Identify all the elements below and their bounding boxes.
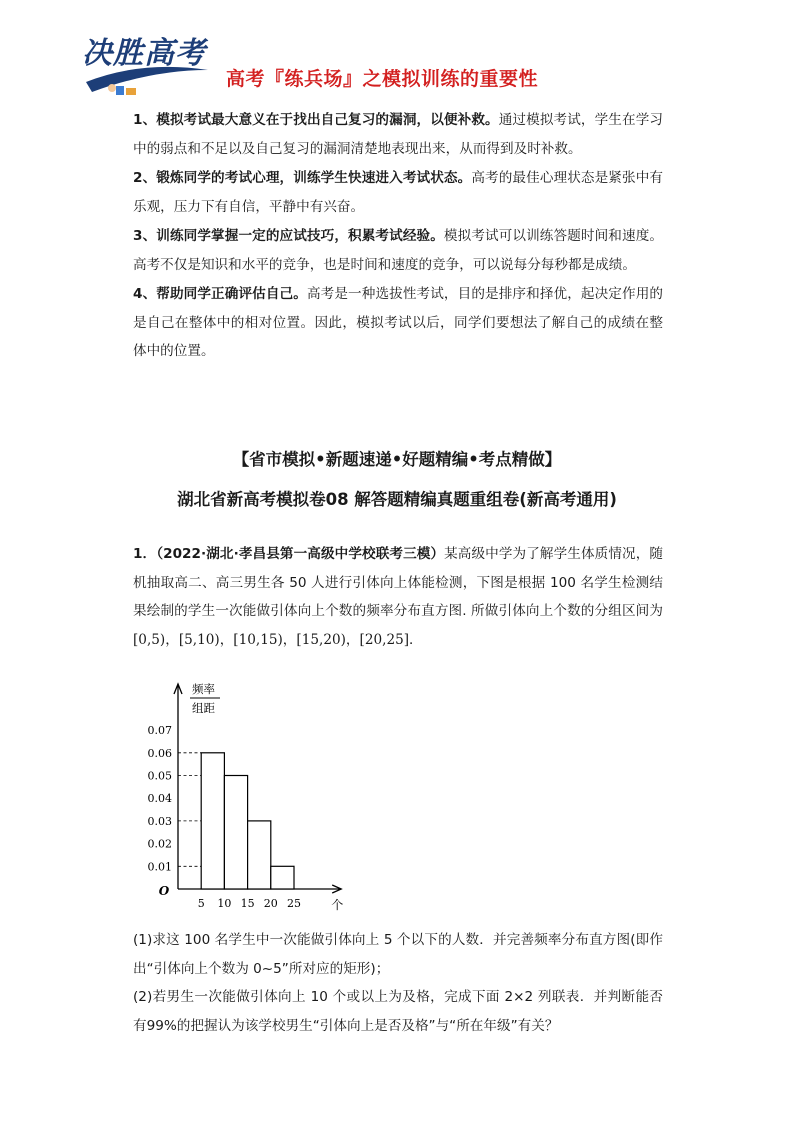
- question-1-part-1: (1)求这 100 名学生中一次能做引体向上 5 个以下的人数．并完善频率分布直方图(即作出“引体向上个数为 0~5”所对应的矩形)；: [133, 932, 663, 977]
- y-tick-label: 0.03: [147, 814, 172, 828]
- histogram-bars: [201, 753, 294, 889]
- intro-paragraph-4: 4、帮助同学正确评估自己。高考是一种选拔性考试，目的是排序和择优，起决定作用的是自己在整体中的相对位置。因此，模拟考试以后，同学们要想法了解自己的成绩在整体中的位置。: [133, 286, 663, 359]
- section-banner: 【省市模拟•新题速递•好题精编•考点精做】: [232, 450, 562, 469]
- histogram-bar: [248, 821, 271, 889]
- histogram-bar: [271, 866, 294, 889]
- intro-paragraph-1: 1、模拟考试最大意义在于找出自己复习的漏洞，以便补救。通过模拟考试，学生在学习中的弱点和不足以及自己复习的漏洞清楚地表现出来，从而得到及时补救。: [133, 112, 663, 157]
- x-tick-label: 15: [240, 897, 255, 910]
- frequency-histogram: [128, 676, 344, 916]
- y-label-numerator: 频率: [192, 682, 215, 696]
- question-1: [133, 540, 663, 654]
- x-tick-label: 20: [263, 897, 278, 910]
- logo: [82, 30, 212, 98]
- header-title: 高考『练兵场』之模拟训练的重要性: [226, 68, 539, 90]
- intro-paragraph-3: 3、训练同学掌握一定的应试技巧，积累考试经验。模拟考试可以训练答题时间和速度。高考不仅是知识和水平的竞争，也是时间和速度的竞争，可以说每分每秒都是成绩。: [133, 228, 663, 273]
- question-1-intervals: [0,5)，[5,10)，[10,15)，[15,20)，[20,25]．: [133, 631, 423, 648]
- section-title: 湖北省新高考模拟卷08 解答题精编真题重组卷(新高考通用): [177, 490, 617, 509]
- histogram-bar: [224, 776, 247, 890]
- histogram-bar: [201, 753, 224, 889]
- y-tick-label: 0.06: [147, 746, 172, 760]
- y-tick-label: 0.02: [147, 837, 172, 851]
- origin-label: O: [158, 884, 170, 898]
- logo-text: 决胜高考: [82, 36, 206, 71]
- intro-section: [133, 106, 663, 367]
- x-tick-label: 25: [287, 897, 301, 910]
- intro-paragraph-2: 2、锻炼同学的考试心理，训练学生快速进入考试状态。高考的最佳心理状态是紧张中有乐观，压力下有自信，平静中有兴奋。: [133, 170, 663, 215]
- y-tick-label: 0.07: [147, 724, 172, 738]
- x-tick-label: 10: [217, 897, 232, 910]
- x-tick-label: 5: [197, 897, 205, 910]
- x-axis-unit-label: 个: [331, 898, 344, 912]
- y-tick-label: 0.05: [147, 769, 172, 783]
- question-1-parts: [133, 926, 663, 1040]
- y-label-denominator: 组距: [192, 701, 215, 715]
- y-tick-label: 0.04: [147, 792, 172, 806]
- question-1-stem: 1．（2022·湖北·孝昌县第一高级中学校联考三模）某高级中学为了解学生体质情况，随机抽取高二、高三男生各 50 人进行引体向上体能检测，下图是根据 100 名学生检测结果绘制的学生一次能做引体向上个数的频率分布直方图. 所做引体向上个数的分组区间为[0,5)，[5,10)，[10,15)，[15,20)，[20,25]．: [133, 546, 663, 648]
- y-tick-label: 0.01: [147, 860, 172, 874]
- question-1-part-2: (2)若男生一次能做引体向上 10 个或以上为及格，完成下面 2×2 列联表．并判断能否有99%的把握认为该学校男生“引体向上是否及格”与“所在年级”有关？: [133, 989, 663, 1034]
